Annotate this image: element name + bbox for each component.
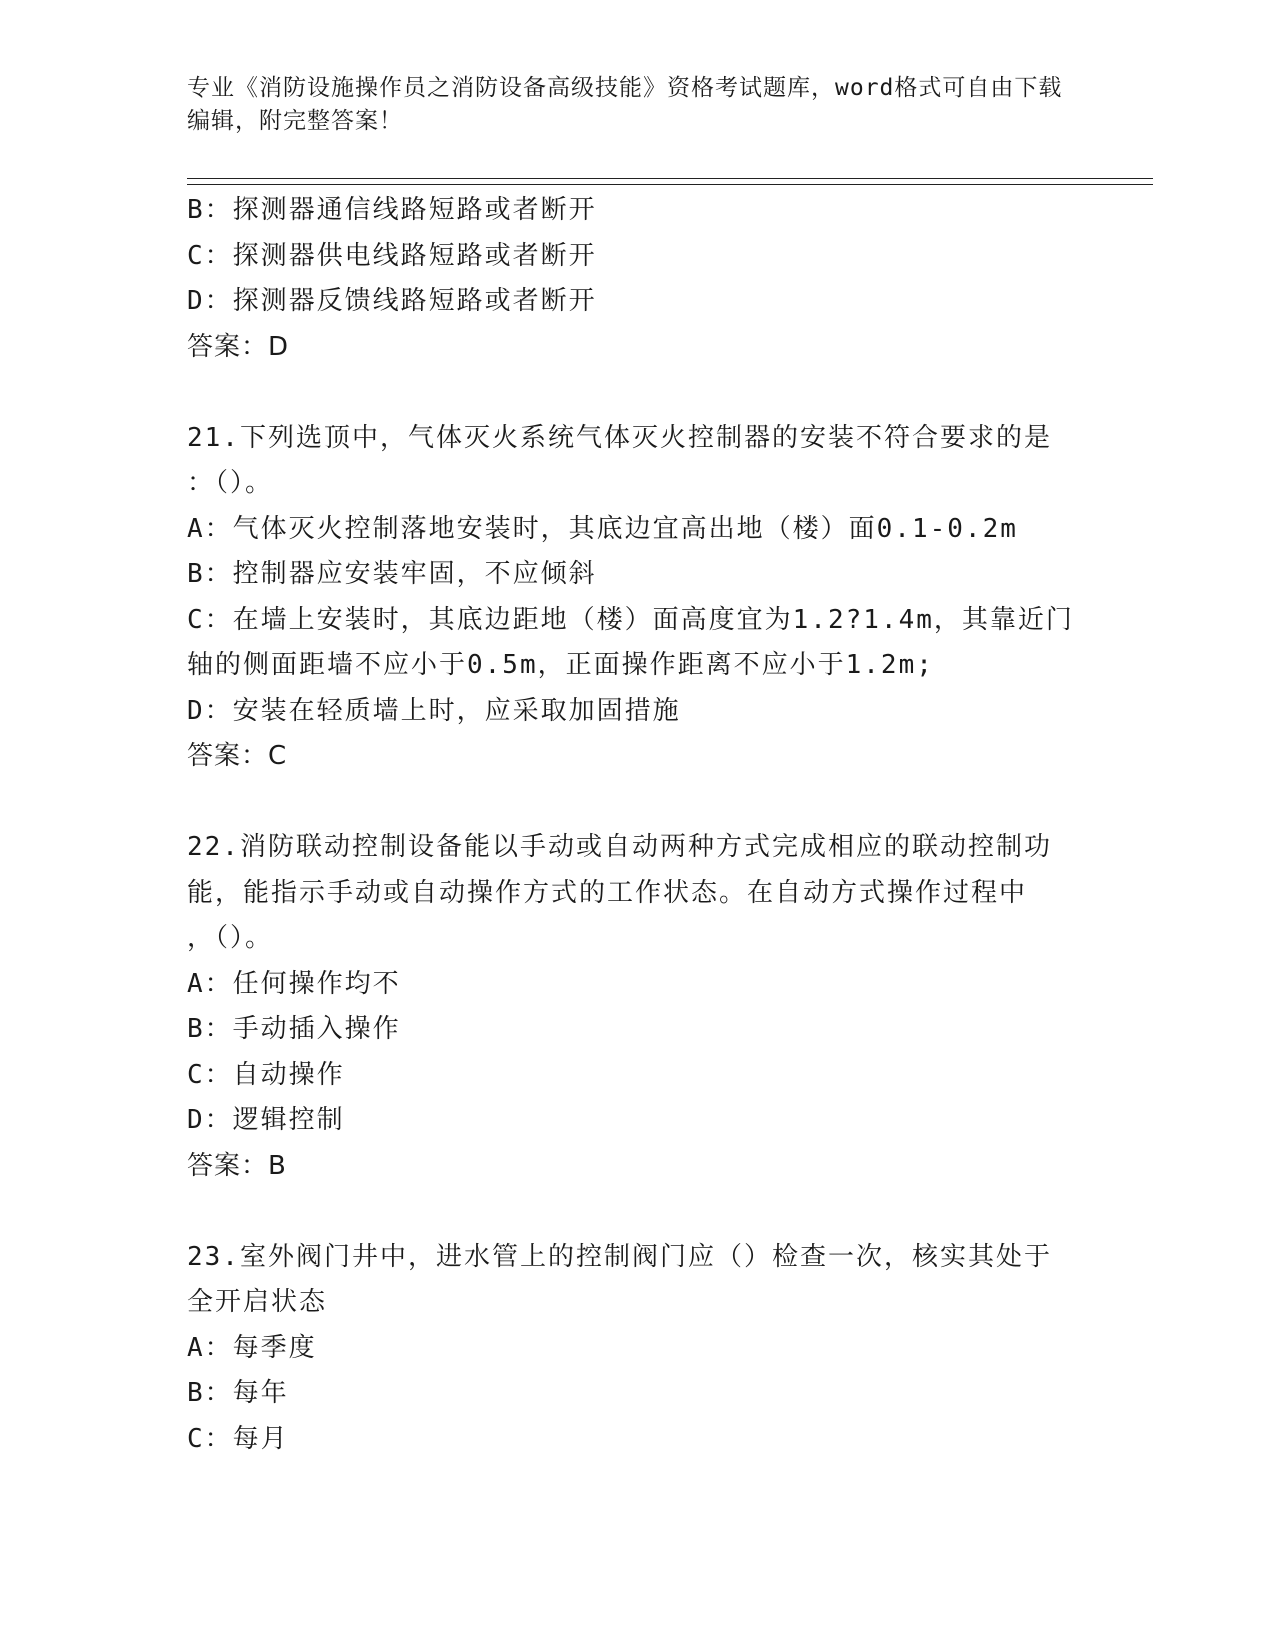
option-c: C：探测器供电线路短路或者断开 [187, 240, 597, 271]
spacer [187, 780, 1087, 826]
answer-line: 答案：C [187, 741, 288, 771]
question-stem: 全开启状态 [187, 1287, 328, 1317]
option-d: D：安装在轻质墙上时，应采取加固措施 [187, 695, 681, 726]
question-stem: ：（）。 [187, 468, 274, 498]
document-body [187, 188, 1087, 1462]
option-a: A：任何操作均不 [187, 968, 401, 999]
option-d: D：探测器反馈线路短路或者断开 [187, 286, 597, 316]
option-b: B：手动插入操作 [187, 1014, 401, 1044]
header-rule-bottom [187, 184, 1153, 185]
header-rule-top [187, 178, 1153, 179]
question-stem: 21.下列选顶中，气体灭火系统气体灭火控制器的安装不符合要求的是 [187, 422, 1052, 453]
answer-line: 答案：B [187, 1150, 287, 1181]
option-c: C：每月 [187, 1423, 289, 1454]
question-stem: 能，能指示手动或自动操作方式的工作状态。在自动方式操作过程中 [187, 877, 1028, 908]
option-c-continued: 轴的侧面距墙不应小于0.5m，正面操作距离不应小于1.2m; [187, 650, 934, 680]
page-header: 专业《消防设施操作员之消防设备高级技能》资格考试题库，word格式可自由下载编辑，附完整答案！ [187, 75, 1063, 134]
question-stem: 22.消防联动控制设备能以手动或自动两种方式完成相应的联动控制功 [187, 832, 1052, 862]
option-b: B：控制器应安装牢固，不应倾斜 [187, 559, 597, 589]
question-21 [187, 416, 1087, 780]
question-22 [187, 825, 1087, 1189]
question-23 [187, 1235, 1087, 1463]
answer-line: 答案：D [187, 331, 290, 362]
question-stem: 23.室外阀门井中，进水管上的控制阀门应（）检查一次，核实其处于 [187, 1241, 1052, 1272]
spacer [187, 370, 1087, 416]
question-stem: ，（）。 [187, 923, 274, 953]
option-d: D：逻辑控制 [187, 1105, 345, 1135]
option-a: A：每季度 [187, 1332, 317, 1363]
option-a: A：气体灭火控制落地安装时，其底边宜高出地（楼）面0.1-0.2m [187, 513, 1018, 544]
option-b: B：每年 [187, 1378, 289, 1408]
continued-question [187, 188, 1087, 370]
option-c: C：自动操作 [187, 1059, 345, 1090]
option-b: B：探测器通信线路短路或者断开 [187, 195, 597, 225]
spacer [187, 1189, 1087, 1235]
option-c: C：在墙上安装时，其底边距地（楼）面高度宜为1.2?1.4m，其靠近门 [187, 604, 1074, 635]
